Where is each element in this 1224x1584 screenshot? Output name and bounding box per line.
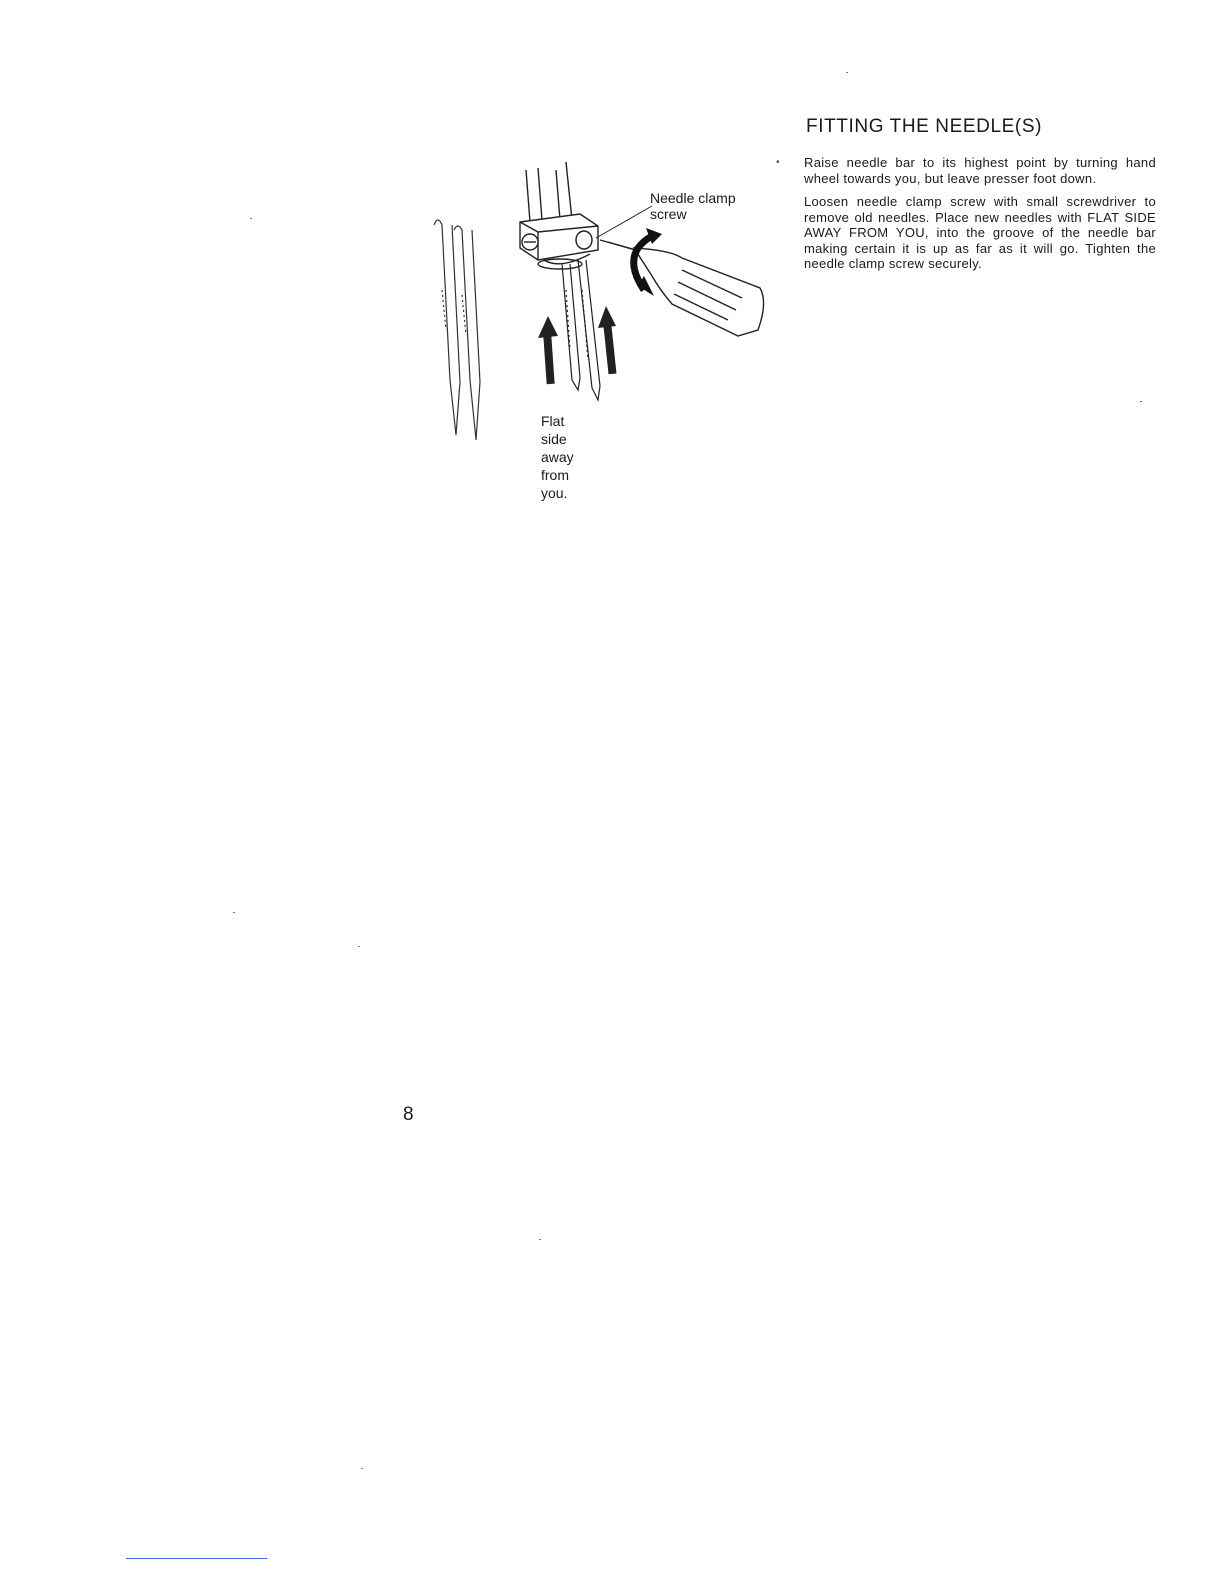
flat-side-label <box>541 412 574 502</box>
footer-rule <box>126 1558 267 1559</box>
scan-speck <box>358 946 360 947</box>
scan-speck <box>250 218 252 219</box>
screwdriver-icon <box>600 240 764 336</box>
callout-line: you. <box>541 485 568 501</box>
callout-line: Needle clamp <box>650 190 736 206</box>
callout-line: away <box>541 449 574 465</box>
spare-needles-icon <box>434 220 480 440</box>
needle-bar-icon <box>526 162 572 222</box>
callout-line: from <box>541 467 569 483</box>
up-arrow-icon-2 <box>598 306 616 374</box>
callout-line: Flat <box>541 413 565 429</box>
page-number: 8 <box>403 1104 414 1125</box>
callout-line: screw <box>650 206 687 222</box>
scan-speck <box>846 72 848 73</box>
bullet-mark: • <box>776 157 780 168</box>
scan-speck <box>539 1239 541 1240</box>
scan-speck <box>361 1468 363 1469</box>
section-title: FITTING THE NEEDLE(S) <box>806 116 1043 137</box>
installed-needles-icon <box>562 260 600 400</box>
instruction-paragraph-2: Loosen needle clamp screw with small screwdriver to remove old needles. Place new needles with FLAT SIDE AWAY FROM YOU, into the groove of the needle bar making certain it is up as far as it will go. Tighten the needle clamp screw securely. <box>804 194 1156 271</box>
instructions-text <box>804 155 1156 280</box>
needle-clamp-screw-label <box>650 190 736 222</box>
scan-speck <box>1140 401 1142 402</box>
scan-speck <box>233 912 235 913</box>
callout-line: side <box>541 431 567 447</box>
instruction-paragraph-1: Raise needle bar to its highest point by turning hand wheel towards you, but leave presser foot down. <box>804 155 1156 186</box>
callout-leader-line <box>596 206 652 238</box>
up-arrow-icon <box>538 316 558 384</box>
